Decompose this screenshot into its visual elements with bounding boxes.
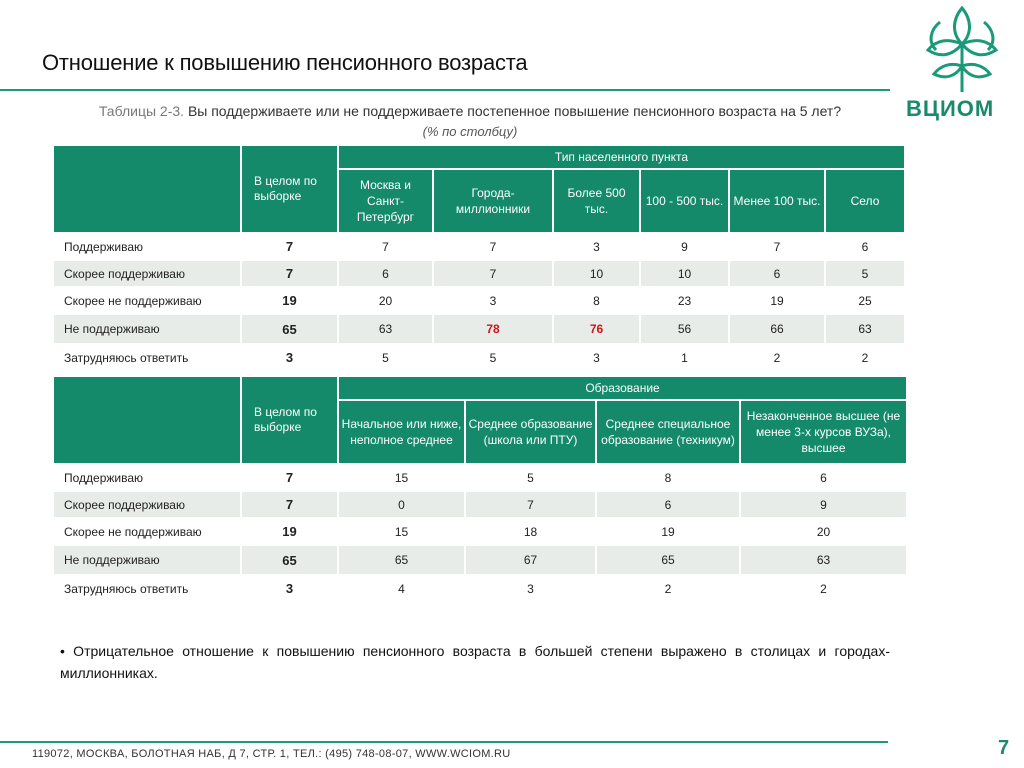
total-cell: 3: [242, 345, 337, 370]
table-row: [54, 519, 906, 544]
value-cell: 7: [434, 261, 552, 286]
value-cell: 7: [730, 234, 824, 259]
column-header: Среднее специальное образование (техникум): [597, 401, 739, 463]
total-header: В целом по выборке: [242, 146, 337, 232]
value-cell: 7: [339, 234, 432, 259]
value-cell: 3: [466, 576, 595, 601]
value-cell: 6: [741, 465, 906, 490]
page-number: 7: [998, 737, 1010, 759]
value-cell: 6: [597, 492, 739, 517]
value-cell: 2: [826, 345, 904, 370]
row-label: Не поддерживаю: [54, 546, 240, 574]
row-label: Затрудняюсь ответить: [54, 345, 240, 370]
value-cell: 63: [741, 546, 906, 574]
row-label: Скорее не поддерживаю: [54, 519, 240, 544]
column-header: Среднее образование (школа или ПТУ): [466, 401, 595, 463]
value-cell: 15: [339, 465, 464, 490]
row-label: Поддерживаю: [54, 234, 240, 259]
value-cell: 20: [741, 519, 906, 544]
table-corner: [54, 377, 240, 463]
value-cell: 76: [554, 315, 639, 343]
footer-divider: [0, 741, 888, 743]
value-cell: 7: [434, 234, 552, 259]
column-header: Города-миллионники: [434, 170, 552, 232]
group-header: Тип населенного пункта: [339, 146, 904, 168]
value-cell: 6: [339, 261, 432, 286]
value-cell: 5: [466, 465, 595, 490]
table-education: [52, 375, 908, 603]
total-cell: 65: [242, 315, 337, 343]
value-cell: 10: [641, 261, 728, 286]
value-cell: 18: [466, 519, 595, 544]
value-cell: 2: [741, 576, 906, 601]
value-cell: 56: [641, 315, 728, 343]
total-cell: 65: [242, 546, 337, 574]
table-row: [54, 465, 906, 490]
column-header: Менее 100 тыс.: [730, 170, 824, 232]
value-cell: 2: [597, 576, 739, 601]
value-cell: 5: [826, 261, 904, 286]
page-title: Отношение к повышению пенсионного возраста: [42, 50, 528, 75]
value-cell: 4: [339, 576, 464, 601]
value-cell: 9: [641, 234, 728, 259]
caption-prefix: Таблицы 2-3.: [98, 103, 185, 119]
value-cell: 66: [730, 315, 824, 343]
conclusion-text: • Отрицательное отношение к повышению пенсионного возраста в большей степени выражено в столицах и городах-миллионниках.: [60, 643, 890, 681]
value-cell: 5: [434, 345, 552, 370]
table-row: [54, 345, 904, 370]
total-cell: 7: [242, 492, 337, 517]
value-cell: 1: [641, 345, 728, 370]
column-header: 100 - 500 тыс.: [641, 170, 728, 232]
table-row: [54, 546, 906, 574]
value-cell: 9: [741, 492, 906, 517]
row-label: Не поддерживаю: [54, 315, 240, 343]
value-cell: 20: [339, 288, 432, 313]
column-header: Более 500 тыс.: [554, 170, 639, 232]
footer-address: 119072, МОСКВА, БОЛОТНАЯ НАБ, Д 7, СТР. 1, ТЕЛ.: (495) 748-08-07, WWW.WCIOM.RU: [32, 748, 511, 760]
table-row: [54, 492, 906, 517]
column-header: Незаконченное высшее (не менее 3-х курсов ВУЗа), высшее: [741, 401, 906, 463]
total-cell: 19: [242, 519, 337, 544]
value-cell: 0: [339, 492, 464, 517]
value-cell: 67: [466, 546, 595, 574]
group-header: Образование: [339, 377, 906, 399]
row-label: Скорее поддерживаю: [54, 492, 240, 517]
value-cell: 19: [597, 519, 739, 544]
total-cell: 19: [242, 288, 337, 313]
total-header: В целом по выборке: [242, 377, 337, 463]
total-cell: 7: [242, 234, 337, 259]
caption-question: Вы поддерживаете или не поддерживаете постепенное повышение пенсионного возраста на 5 лет?: [187, 103, 842, 119]
table-row: [54, 576, 906, 601]
row-label: Поддерживаю: [54, 465, 240, 490]
column-header: Москва и Санкт-Петербург: [339, 170, 432, 232]
row-label: Скорее поддерживаю: [54, 261, 240, 286]
table-row: [54, 234, 904, 259]
value-cell: 78: [434, 315, 552, 343]
value-cell: 65: [597, 546, 739, 574]
table-caption: [40, 103, 900, 119]
row-label: Скорее не поддерживаю: [54, 288, 240, 313]
logo-text: ВЦИОМ: [906, 96, 995, 121]
table-row: [54, 315, 904, 343]
value-cell: 6: [730, 261, 824, 286]
total-cell: 3: [242, 576, 337, 601]
column-header: Село: [826, 170, 904, 232]
value-cell: 3: [554, 345, 639, 370]
table-settlement-type: [52, 144, 906, 372]
value-cell: 2: [730, 345, 824, 370]
caption-note: (% по столбцу): [422, 124, 518, 139]
value-cell: 8: [597, 465, 739, 490]
value-cell: 63: [339, 315, 432, 343]
total-cell: 7: [242, 261, 337, 286]
value-cell: 19: [730, 288, 824, 313]
value-cell: 3: [434, 288, 552, 313]
total-cell: 7: [242, 465, 337, 490]
row-label: Затрудняюсь ответить: [54, 576, 240, 601]
table-row: [54, 288, 904, 313]
value-cell: 6: [826, 234, 904, 259]
value-cell: 7: [466, 492, 595, 517]
value-cell: 5: [339, 345, 432, 370]
value-cell: 8: [554, 288, 639, 313]
column-header: Начальное или ниже, неполное среднее: [339, 401, 464, 463]
value-cell: 65: [339, 546, 464, 574]
value-cell: 25: [826, 288, 904, 313]
table-corner: [54, 146, 240, 232]
value-cell: 23: [641, 288, 728, 313]
title-divider: [0, 89, 890, 91]
value-cell: 3: [554, 234, 639, 259]
value-cell: 15: [339, 519, 464, 544]
value-cell: 63: [826, 315, 904, 343]
table-row: [54, 261, 904, 286]
value-cell: 10: [554, 261, 639, 286]
